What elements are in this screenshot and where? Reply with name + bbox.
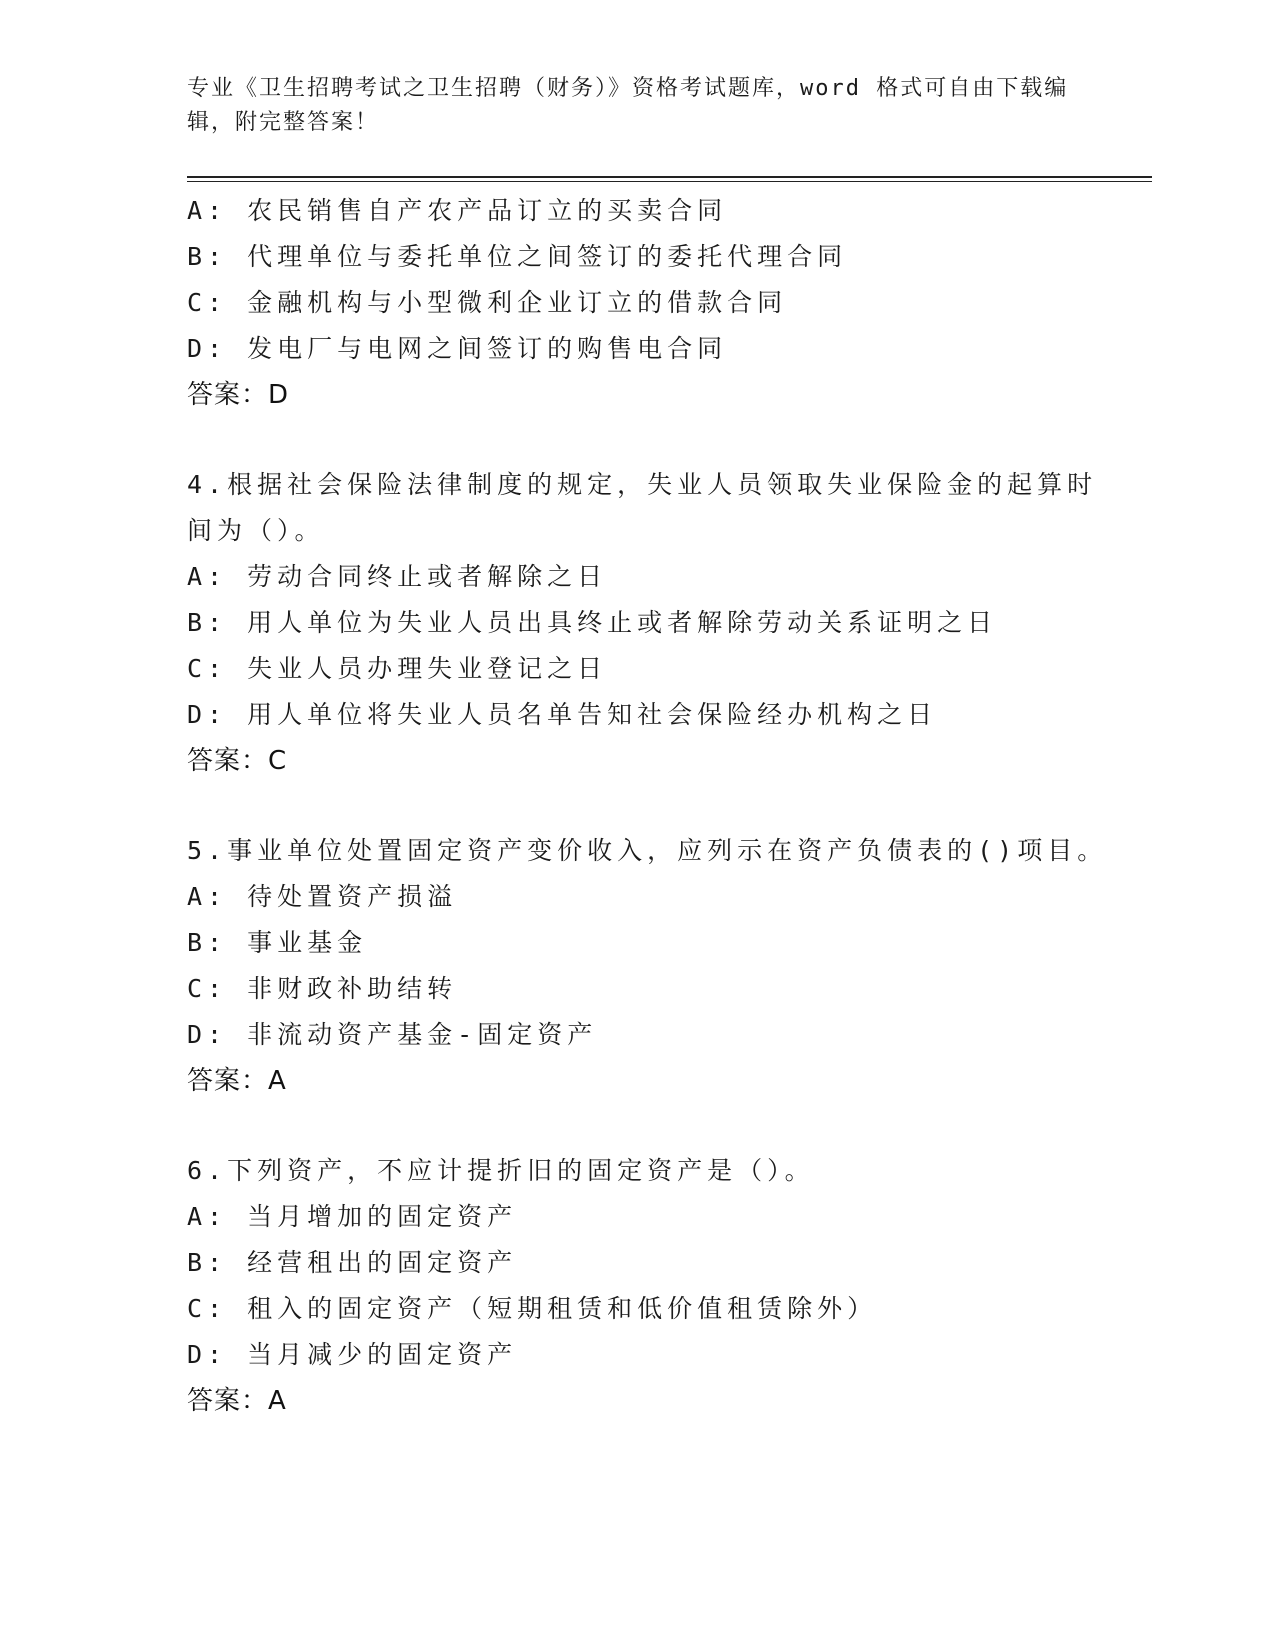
question-stem: 5.事业单位处置固定资产变价收入，应列示在资产负债表的()项目。 [187, 836, 1108, 865]
answer-label: 答案：D [187, 380, 290, 410]
option-c: C: 失业人员办理失业登记之日 [187, 654, 608, 683]
spacer [187, 418, 1152, 462]
option-b: B: 代理单位与委托单位之间签订的委托代理合同 [187, 242, 848, 271]
answer-label: 答案：A [187, 1386, 287, 1416]
question-list [187, 188, 1152, 1424]
spacer [187, 1104, 1152, 1148]
option-b: B: 用人单位为失业人员出具终止或者解除劳动关系证明之日 [187, 608, 998, 637]
header-text: 专业《卫生招聘考试之卫生招聘（财务）》资格考试题库，word 格式可自由下载编辑，附完整答案！ [187, 76, 1069, 135]
answer-label: 答案：A [187, 1066, 287, 1096]
question-6 [187, 1148, 1152, 1424]
option-d: D: 用人单位将失业人员名单告知社会保险经办机构之日 [187, 700, 938, 729]
question-stem: 4.根据社会保险法律制度的规定，失业人员领取失业保险金的起算时 [187, 470, 1098, 499]
answer-label: 答案：C [187, 746, 288, 776]
option-c: C: 非财政补助结转 [187, 974, 458, 1003]
question-stem: 6.下列资产，不应计提折旧的固定资产是（）。 [187, 1156, 815, 1185]
question-3 [187, 188, 1152, 418]
option-c: C: 金融机构与小型微利企业订立的借款合同 [187, 288, 788, 317]
option-a: A: 当月增加的固定资产 [187, 1202, 518, 1231]
question-5 [187, 828, 1152, 1104]
question-stem-continued: 间为（）。 [187, 516, 325, 545]
option-a: A: 劳动合同终止或者解除之日 [187, 562, 608, 591]
spacer [187, 784, 1152, 828]
header-divider [187, 176, 1152, 182]
option-d: D: 当月减少的固定资产 [187, 1340, 518, 1369]
option-c: C: 租入的固定资产（短期租赁和低价值租赁除外） [187, 1294, 878, 1323]
option-d: D: 发电厂与电网之间签订的购售电合同 [187, 334, 728, 363]
option-b: B: 事业基金 [187, 928, 368, 957]
question-4 [187, 462, 1152, 784]
option-a: A: 农民销售自产农产品订立的买卖合同 [187, 196, 728, 225]
option-a: A: 待处置资产损溢 [187, 882, 458, 911]
option-b: B: 经营租出的固定资产 [187, 1248, 518, 1277]
document-header [187, 72, 1087, 140]
option-d: D: 非流动资产基金-固定资产 [187, 1020, 598, 1049]
